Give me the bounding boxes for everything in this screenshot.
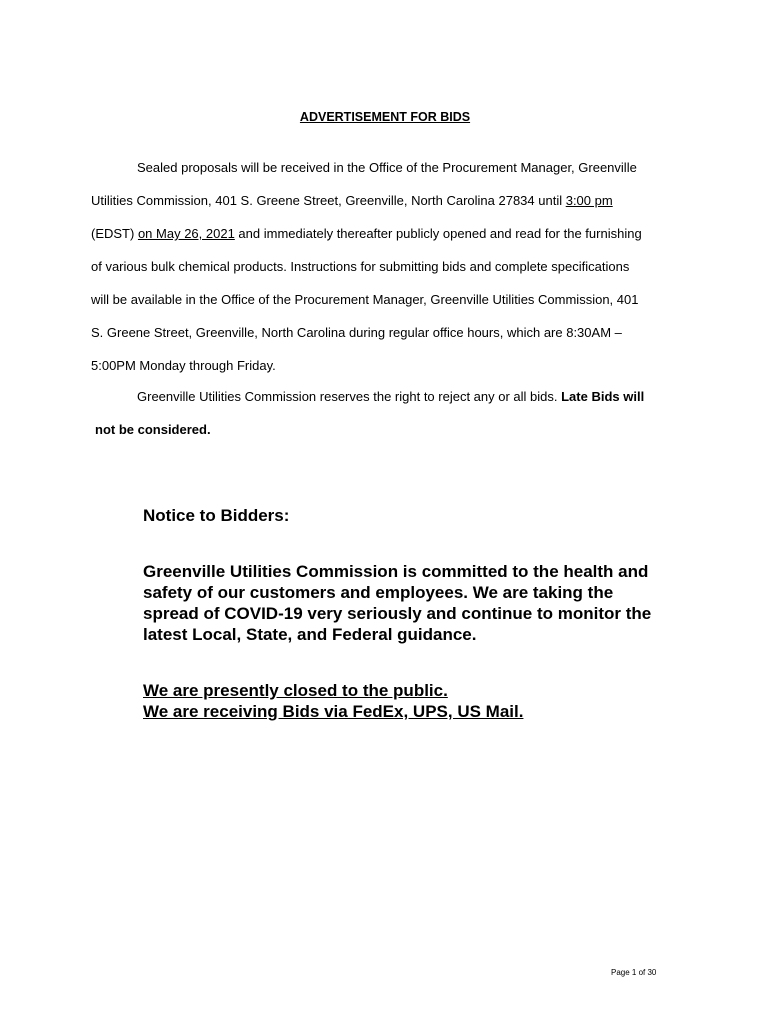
paragraph-line: Sealed proposals will be received in the Office of the Procurement Manager, Greenville <box>137 160 637 175</box>
receiving-bids: We are receiving Bids via FedEx, UPS, US Mail. <box>143 702 524 721</box>
paragraph-line <box>91 184 691 217</box>
notice-line: latest Local, State, and Federal guidance. <box>143 625 477 644</box>
paragraph-line: 5:00PM Monday through Friday. <box>91 358 276 373</box>
paragraph-text: Utilities Commission, 401 S. Greene Street, Greenville, North Carolina 27834 until <box>91 193 566 208</box>
notice-line: safety of our customers and employees. We are taking the <box>143 583 614 602</box>
paragraph-line <box>91 380 691 413</box>
paragraph-line <box>91 217 691 250</box>
late-bids-notice-cont: not be considered. <box>95 422 211 437</box>
paragraph-text: (EDST) <box>91 226 138 241</box>
paragraph-line: of various bulk chemical products. Instructions for submitting bids and complete specifications <box>91 259 630 274</box>
closed-to-public: We are presently closed to the public. <box>143 681 448 700</box>
paragraph-text: Greenville Utilities Commission reserves the right to reject any or all bids. <box>137 389 562 404</box>
document-title: ADVERTISEMENT FOR BIDS <box>299 110 471 124</box>
notice-heading: Notice to Bidders: <box>143 506 290 525</box>
notice-line: spread of COVID-19 very seriously and continue to monitor the <box>143 604 652 623</box>
late-bids-notice: Late Bids will <box>561 389 645 404</box>
closure-notice <box>143 680 703 722</box>
notice-body <box>143 561 703 645</box>
bid-paragraph <box>91 151 691 382</box>
page-number: Page 1 of 30 <box>611 968 657 977</box>
notice-line: Greenville Utilities Commission is committed to the health and <box>143 562 649 581</box>
reservation-paragraph <box>91 380 691 446</box>
paragraph-line: S. Greene Street, Greenville, North Carolina during regular office hours, which are 8:30AM – <box>91 325 622 340</box>
paragraph-line: will be available in the Office of the Procurement Manager, Greenville Utilities Commission, 401 <box>91 292 639 307</box>
paragraph-text: and immediately thereafter publicly opened and read for the furnishing <box>234 226 642 241</box>
deadline-date: on May 26, 2021 <box>137 226 235 241</box>
deadline-time: 3:00 pm <box>565 193 613 208</box>
